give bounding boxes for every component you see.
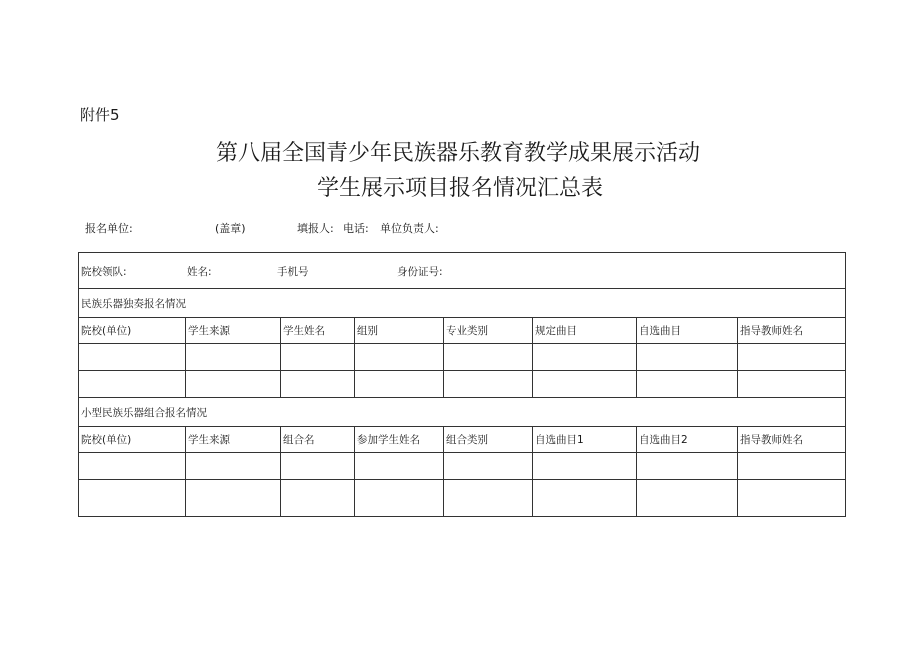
solo-entry-row: [79, 344, 846, 371]
registering-unit-label: 报名单位:: [85, 222, 133, 235]
entry-cell[interactable]: [355, 480, 444, 517]
ensemble-header-cell: 组合名: [281, 427, 355, 453]
team-leader-cell[interactable]: [79, 253, 846, 289]
solo-section-row: [79, 289, 846, 318]
entry-cell[interactable]: [79, 371, 186, 398]
entry-cell[interactable]: [637, 344, 738, 371]
entry-cell[interactable]: [355, 371, 444, 398]
entry-cell[interactable]: [444, 480, 533, 517]
entry-cell[interactable]: [281, 371, 355, 398]
entry-cell[interactable]: [738, 344, 846, 371]
ensemble-header-cell: 自选曲目2: [637, 427, 738, 453]
entry-cell[interactable]: [444, 344, 533, 371]
ensemble-section-title: 小型民族乐器组合报名情况: [79, 398, 846, 427]
entry-cell[interactable]: [444, 453, 533, 480]
leader-id-label: 身份证号:: [397, 266, 443, 278]
entry-cell[interactable]: [79, 480, 186, 517]
entry-cell[interactable]: [533, 480, 637, 517]
phone-label: 电话:: [343, 222, 369, 235]
solo-header-cell: 指导教师姓名: [738, 318, 846, 344]
ensemble-header-cell: 指导教师姓名: [738, 427, 846, 453]
team-leader-row: [79, 253, 846, 289]
entry-cell[interactable]: [186, 480, 281, 517]
ensemble-header-cell: 参加学生姓名: [355, 427, 444, 453]
solo-header-cell: 规定曲目: [533, 318, 637, 344]
ensemble-header-cell: 组合类别: [444, 427, 533, 453]
entry-cell[interactable]: [738, 371, 846, 398]
solo-header-cell: 学生来源: [186, 318, 281, 344]
solo-header-cell: 组别: [355, 318, 444, 344]
solo-section-title: 民族乐器独奏报名情况: [79, 289, 846, 318]
entry-cell[interactable]: [186, 371, 281, 398]
leader-mobile-label: 手机号: [277, 266, 309, 278]
ensemble-entry-row: [79, 480, 846, 517]
solo-header-cell: 院校(单位): [79, 318, 186, 344]
entry-cell[interactable]: [281, 344, 355, 371]
ensemble-header-cell: 院校(单位): [79, 427, 186, 453]
ensemble-entry-row: [79, 453, 846, 480]
entry-cell[interactable]: [355, 344, 444, 371]
entry-cell[interactable]: [186, 344, 281, 371]
seal-label: (盖章): [215, 222, 246, 235]
solo-entry-row: [79, 371, 846, 398]
entry-cell[interactable]: [355, 453, 444, 480]
unit-leader-label: 单位负责人:: [380, 222, 439, 235]
entry-cell[interactable]: [738, 453, 846, 480]
ensemble-header-row: [79, 427, 846, 453]
entry-cell[interactable]: [79, 453, 186, 480]
attachment-label: 附件5: [80, 106, 120, 124]
entry-cell[interactable]: [637, 480, 738, 517]
entry-cell[interactable]: [738, 480, 846, 517]
entry-cell[interactable]: [533, 371, 637, 398]
entry-cell[interactable]: [533, 453, 637, 480]
solo-header-cell: 自选曲目: [637, 318, 738, 344]
entry-cell[interactable]: [186, 453, 281, 480]
entry-cell[interactable]: [637, 371, 738, 398]
solo-header-row: [79, 318, 846, 344]
solo-header-cell: 学生姓名: [281, 318, 355, 344]
registration-table: [78, 252, 846, 517]
entry-cell[interactable]: [444, 371, 533, 398]
ensemble-header-cell: 自选曲目1: [533, 427, 637, 453]
leader-name-label: 姓名:: [187, 266, 212, 278]
entry-cell[interactable]: [281, 480, 355, 517]
ensemble-header-cell: 学生来源: [186, 427, 281, 453]
document-title-line1: 第八届全国青少年民族器乐教育教学成果展示活动: [215, 141, 700, 166]
entry-cell[interactable]: [637, 453, 738, 480]
entry-cell[interactable]: [533, 344, 637, 371]
entry-cell[interactable]: [79, 344, 186, 371]
filler-label: 填报人:: [297, 222, 334, 235]
team-leader-label: 院校领队:: [81, 266, 127, 278]
solo-header-cell: 专业类别: [444, 318, 533, 344]
entry-cell[interactable]: [281, 453, 355, 480]
ensemble-section-row: [79, 398, 846, 427]
document-title-line2: 学生展示项目报名情况汇总表: [316, 176, 603, 201]
